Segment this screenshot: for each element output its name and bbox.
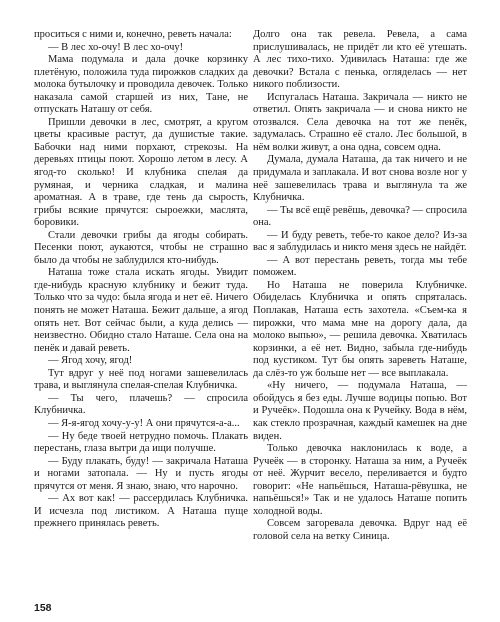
paragraph: Только девочка наклонилась к воде, а Ручеёк — в сторонку. Наташа за ним, а Ручеёк от неё. Журчит весело, переливается и будто говорит: «Не напьёшься, Наташа-рёвушка, не напьёшься!» Так и не удалось Наташе попить холодной воды. bbox=[253, 443, 467, 517]
paragraph: Мама подумала и дала дочке корзинку плетёную, положила туда пирожков сладких да молока бутылочку и проводила девочек. Только наказала самой старшей из них, Тане, не отпускать Наташу от себя. bbox=[34, 54, 248, 116]
paragraph: Долго она так ревела. Ревела, а сама прислушивалась, не придёт ли кто её утешать. А лес тихо-тихо. Удивилась Наташа: где же девочки? Встала с пенька, огляделась — нет никого поблизости. bbox=[253, 29, 467, 91]
paragraph: — В лес хо-очу! В лес хо-очу! bbox=[48, 41, 184, 53]
paragraph: Пришли девочки в лес, смотрят, а кругом цветы красивые растут, да душистые такие. Бабочки над ними порхают, стрекозы. На деревьях птицы поют. Хорошо летом в лесу. А ягод-то сколько! И клубника спелая да румяная, и черника сладкая, и малина ароматная. А в траве, где тень да сырость, грибы всякие прячутся: сыроежки, маслята, боровики. bbox=[34, 116, 248, 229]
paragraph: — Ты чего, плачешь? — спросила Клубничка. bbox=[34, 392, 248, 417]
paragraph: — А вот перестань реветь, тогда мы тебе поможем. bbox=[253, 254, 467, 279]
page-number: 158 bbox=[34, 602, 52, 614]
paragraph: — Ну беде твоей нетрудно помочь. Плакать перестань, глаза вытри да ищи получше. bbox=[34, 430, 248, 455]
paragraph: — Ягод хочу, ягод! bbox=[48, 355, 133, 367]
paragraph: Стали девочки грибы да ягоды собирать. Песенки поют, аукаются, чтобы не страшно было да чтобы не заблудился кто-нибудь. bbox=[34, 229, 248, 266]
paragraph: Совсем загоревала девочка. Вдруг над её головой села на ветку Синица. bbox=[253, 518, 467, 542]
paragraph: Испугалась Наташа. Закричала — никто не ответил. Опять закричала — и снова никто не отозвался. Села девочка на тот же пенёк, задумалась. Страшно её стало. Лес большой, в нём волки живут, а она одна, совсем одна. bbox=[253, 91, 467, 153]
paragraph: Думала, думала Наташа, да так ничего и не придумала и заплакала. И вот снова возле ног у неё зашевелилась трава и выглянула та же Клубничка. bbox=[253, 154, 467, 204]
paragraph: Тут вдруг у неё под ногами зашевелилась трава, и выглянула спелая-спелая Клубничка. bbox=[34, 367, 248, 392]
paragraph: — И буду реветь, тебе-то какое дело? Из-за вас я заблудилась и никто меня здесь не найдёт. bbox=[253, 229, 467, 254]
paragraph: — Я-я-ягод хочу-у-у! А они прячутся-а-а... bbox=[48, 417, 240, 429]
paragraph: Наташа тоже стала искать ягоды. Увидит где-нибудь красную клубнику и бежит туда. Только что за чудо: была ягода и нет её. Ничего понять не может Наташа. Бежит дальше, а ягод опять нет. Вот сейчас были, а куда делись — неизвестно. Обидно стало Наташе. Села она на пенёк и давай реветь. bbox=[34, 267, 248, 354]
paragraph: — Буду плакать, буду! — закричала Наташа и ногами затопала. — Ну и пусть ягоды прячутся от меня. Я знаю, знаю, что нарочно. bbox=[34, 455, 248, 492]
paragraph: — Ах вот как! — рассердилась Клубничка. И исчезла под листиком. А Наташа пуще прежнего принялась реветь. bbox=[34, 493, 248, 530]
left-column bbox=[34, 29, 248, 531]
right-column bbox=[253, 29, 467, 543]
paragraph: проситься с ними и, конечно, реветь начала: bbox=[34, 29, 232, 40]
paragraph: Но Наташа не поверила Клубничке. Обиделась Клубничка и опять спряталась. Поплакав, Наташа есть захотела. «Съем-ка я пирожки, что мама мне на дорогу дала, да молоко выпью», — решила девочка. Хватилась корзинки, а её нет. Видно, забыла где-нибудь под кустиком. Тут бы опять зареветь Наташе, да слёз-то уж больше нет — все выплакала. bbox=[253, 279, 467, 379]
paragraph: «Ну ничего, — подумала Наташа, — обойдусь я без еды. Лучше водицы попью. Вот и Ручеёк». Подошла она к Ручейку. Вода в нём, как стекло прозрачная, каждый камешек на дне виден. bbox=[253, 380, 467, 442]
paragraph: — Ты всё ещё ревёшь, девочка? — спросила она. bbox=[253, 204, 467, 229]
